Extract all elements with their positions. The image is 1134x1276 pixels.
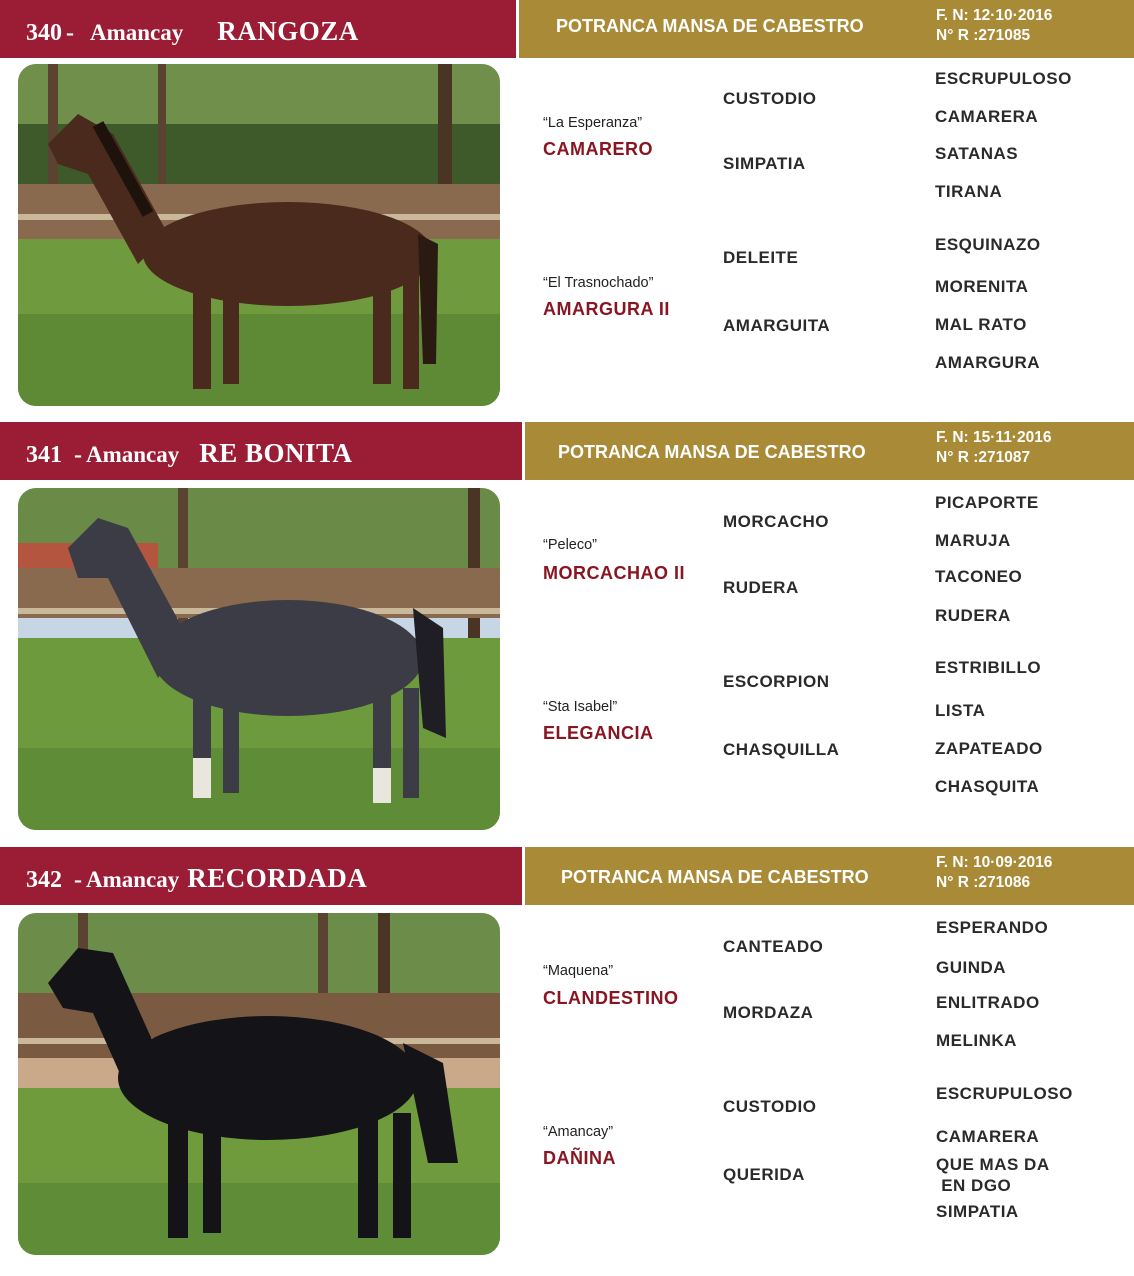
great-grandparent: TACONEO	[935, 567, 1023, 586]
paternal-grandsire: CUSTODIO	[723, 89, 817, 108]
registry-number: N° R :271086	[936, 874, 1031, 891]
lot-title	[26, 16, 359, 47]
sire-origin: “La Esperanza”	[543, 115, 643, 131]
dam-name: ELEGANCIA	[543, 723, 654, 743]
lot-title	[26, 438, 353, 469]
dam-name: DAÑINA	[543, 1148, 616, 1168]
registry-number: N° R :271087	[936, 449, 1031, 466]
maternal-granddam: CHASQUILLA	[723, 740, 840, 759]
great-grandparent: CAMARERA	[935, 107, 1039, 126]
birth-date: F. N: 12·10·2016	[936, 7, 1053, 24]
maternal-grandsire: DELEITE	[723, 248, 799, 267]
great-grandparent: MAL RATO	[935, 315, 1027, 334]
sire-origin: “Peleco”	[543, 537, 597, 553]
great-grandparent: MORENITA	[935, 277, 1029, 296]
paternal-grandsire: MORCACHO	[723, 512, 829, 531]
dam-origin: “Amancay”	[543, 1124, 614, 1140]
great-grandparent: QUE MAS DA EN DGO	[936, 1155, 1050, 1195]
category-label: POTRANCA MANSA DE CABESTRO	[556, 16, 864, 36]
maternal-grandsire: CUSTODIO	[723, 1097, 817, 1116]
horse-info	[936, 6, 1052, 46]
dam-origin: “El Trasnochado”	[543, 275, 654, 291]
lot-number: 342	[26, 867, 62, 893]
great-grandparent: TIRANA	[935, 182, 1003, 201]
lot-number: 341	[26, 442, 62, 468]
category-label: POTRANCA MANSA DE CABESTRO	[558, 442, 866, 462]
horse-name: RANGOZA	[217, 16, 359, 46]
birth-date: F. N: 15·11·2016	[936, 429, 1052, 446]
great-grandparent: ESCRUPULOSO	[935, 69, 1072, 88]
category-label: POTRANCA MANSA DE CABESTRO	[561, 867, 869, 887]
great-grandparent: ZAPATEADO	[935, 739, 1043, 758]
great-grandparent: ESCRUPULOSO	[936, 1084, 1073, 1103]
horse-info	[936, 853, 1052, 893]
great-grandparent: SATANAS	[935, 144, 1019, 163]
great-grandparent: ESPERANDO	[936, 918, 1049, 937]
horse-info	[936, 428, 1051, 468]
great-grandparent: CHASQUITA	[935, 777, 1040, 796]
breeder-name: Amancay	[86, 442, 180, 467]
great-grandparent: RUDERA	[935, 606, 1011, 625]
breeder-name: Amancay	[86, 867, 180, 892]
birth-date: F. N: 10·09·2016	[936, 854, 1053, 871]
maternal-granddam: AMARGUITA	[723, 316, 831, 335]
horse-name: RECORDADA	[187, 863, 368, 893]
lot-separator: -	[74, 442, 82, 468]
great-grandparent: MELINKA	[936, 1031, 1017, 1050]
sire-name: MORCACHAO II	[543, 563, 685, 583]
great-grandparent: AMARGURA	[935, 353, 1041, 372]
dam-origin: “Sta Isabel”	[543, 699, 618, 715]
lot-341	[0, 422, 1134, 847]
lot-separator: -	[74, 867, 82, 893]
great-grandparent: MARUJA	[935, 531, 1011, 550]
lot-342	[0, 847, 1134, 1272]
sire-origin: “Maquena”	[543, 963, 614, 979]
lot-title	[26, 863, 367, 894]
great-grandparent: ENLITRADO	[936, 993, 1040, 1012]
great-grandparent: CAMARERA	[936, 1127, 1040, 1146]
maternal-granddam: QUERIDA	[723, 1165, 805, 1184]
great-grandparent: PICAPORTE	[935, 493, 1039, 512]
paternal-granddam: SIMPATIA	[723, 154, 806, 173]
sire-name: CAMARERO	[543, 139, 653, 159]
paternal-grandsire: CANTEADO	[723, 937, 824, 956]
maternal-grandsire: ESCORPION	[723, 672, 830, 691]
great-grandparent: LISTA	[935, 701, 986, 720]
dam-name: AMARGURA II	[543, 299, 670, 319]
great-grandparent: ESTRIBILLO	[935, 658, 1042, 677]
lot-340	[0, 0, 1134, 425]
horse-name: RE BONITA	[199, 438, 353, 468]
bay-horse-photo	[18, 64, 500, 406]
paternal-granddam: MORDAZA	[723, 1003, 814, 1022]
breeder-name: Amancay	[90, 20, 184, 45]
black-horse-photo	[18, 913, 500, 1255]
great-grandparent: ESQUINAZO	[935, 235, 1041, 254]
lot-separator: -	[66, 20, 74, 46]
grey-black-horse-photo	[18, 488, 500, 830]
paternal-granddam: RUDERA	[723, 578, 799, 597]
sire-name: CLANDESTINO	[543, 988, 679, 1008]
lot-number: 340	[26, 20, 62, 46]
great-grandparent: GUINDA	[936, 958, 1007, 977]
registry-number: N° R :271085	[936, 27, 1031, 44]
great-grandparent: SIMPATIA	[936, 1202, 1019, 1221]
